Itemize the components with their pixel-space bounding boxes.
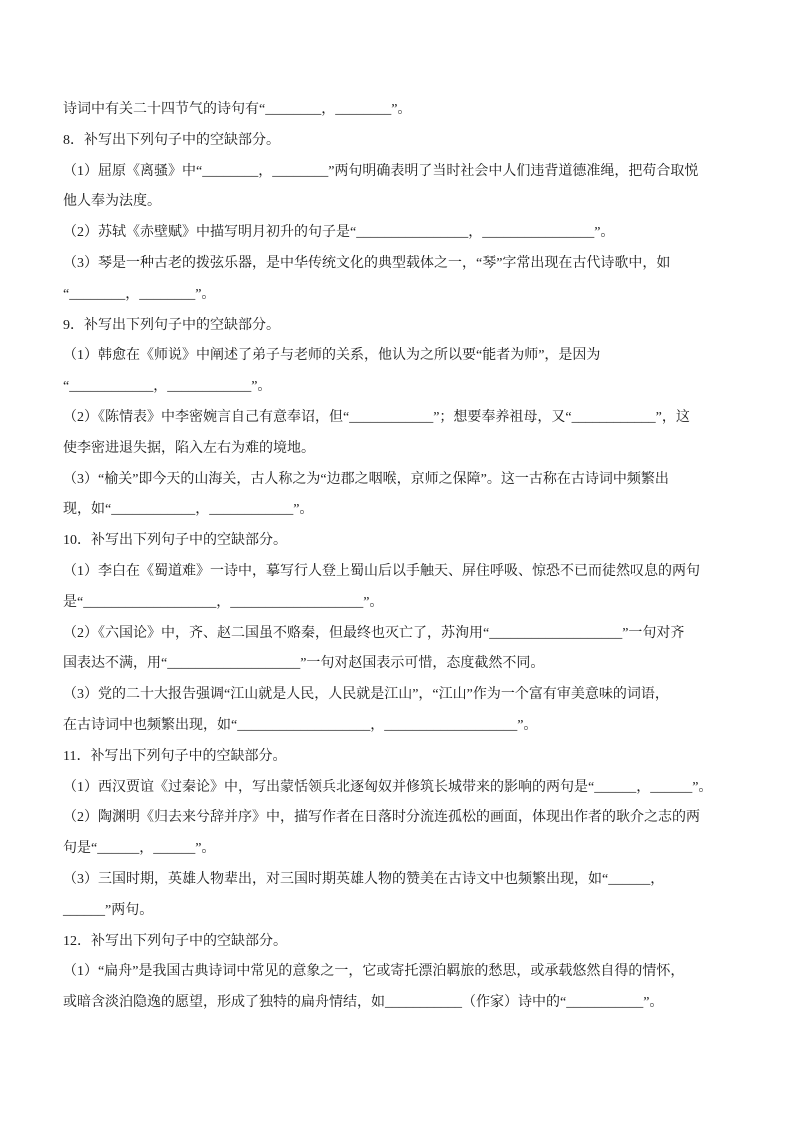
text-line: （2）苏轼《赤壁赋》中描写明月初升的句子是“________________，________________”。 bbox=[63, 225, 615, 241]
text-line: “____________，____________”。 bbox=[63, 379, 272, 395]
text-line: （2）《六国论》中，齐、赵二国虽不赂秦，但最终也灭亡了，苏洵用“___________________”一句对齐 bbox=[63, 625, 685, 641]
text-line: （3）琴是一种古老的拨弦乐器，是中华传统文化的典型载体之一，“琴”字常出现在古代诗歌中，如 bbox=[63, 255, 671, 271]
text-line: （3）党的二十大报告强调“江山就是人民，人民就是江山”，“江山”作为一个富有审美意味的词语， bbox=[63, 687, 669, 703]
question-heading: 11．补写出下列句子中的空缺部分。 bbox=[63, 748, 287, 764]
text-line: （2）《陈情表》中李密婉言自己有意奉诏，但“____________”；想要奉养祖母，又“____________”，这 bbox=[63, 409, 690, 425]
text-line: “________，________”。 bbox=[63, 286, 216, 302]
question-heading: 8．补写出下列句子中的空缺部分。 bbox=[63, 132, 280, 148]
question-heading: 9．补写出下列句子中的空缺部分。 bbox=[63, 317, 280, 333]
text-line: （1）李白在《蜀道难》一诗中，摹写行人登上蜀山后以手触天、屏住呼吸、惊恐不已而徒然叹息的两句 bbox=[63, 563, 700, 579]
text-line: （1）屈原《离骚》中“________，________”两句明确表明了当时社会中人们违背道德准绳，把苟合取悦 bbox=[63, 163, 699, 179]
text-line: 是“___________________，___________________”。 bbox=[63, 594, 384, 610]
text-line: 使李密进退失据，陷入左右为难的境地。 bbox=[63, 440, 315, 456]
text-line: （3）三国时期，英雄人物辈出，对三国时期英雄人物的赞美在古诗文中也频繁出现，如“______， bbox=[63, 871, 665, 887]
text-line: 诗词中有关二十四节气的诗句有“________，________”。 bbox=[63, 102, 412, 117]
text-line: 在古诗词中也频繁出现，如“___________________，___________________”。 bbox=[63, 717, 538, 733]
text-line: 现，如“____________，____________”。 bbox=[63, 502, 314, 518]
question-heading: 12．补写出下列句子中的空缺部分。 bbox=[63, 933, 287, 949]
text-line: 或暗含淡泊隐逸的愿望，形成了独特的扁舟情结，如___________（作家）诗中的“___________”。 bbox=[63, 995, 664, 1011]
text-line: 国表达不满，用“___________________”一句对赵国表示可惜，态度截然不同。 bbox=[63, 656, 545, 672]
text-line: 句是“______，______”。 bbox=[63, 841, 216, 857]
question-heading: 10．补写出下列句子中的空缺部分。 bbox=[63, 533, 287, 549]
text-line: （1）西汉贾谊《过秦论》中，写出蒙恬领兵北逐匈奴并修筑长城带来的影响的两句是“______，______”。 bbox=[63, 779, 713, 795]
text-line: （3）“榆关”即今天的山海关，古人称之为“边郡之咽喉，京师之保障”。这一古称在古诗词中频繁出 bbox=[63, 471, 669, 487]
text-line: （1）韩愈在《师说》中阐述了弟子与老师的关系，他认为之所以要“能者为师”，是因为 bbox=[63, 348, 601, 364]
text-line: （2）陶渊明《归去来兮辞并序》中，描写作者在日落时分流连孤松的画面，体现出作者的耿介之志的两 bbox=[63, 810, 700, 826]
document-page bbox=[63, 95, 753, 1019]
text-line: 他人奉为法度。 bbox=[63, 194, 161, 210]
text-line: （1）“扁舟”是我国古典诗词中常见的意象之一，它或寄托漂泊羁旅的愁思，或承载悠然自得的情怀， bbox=[63, 964, 685, 980]
text-line: ______”两句。 bbox=[63, 902, 154, 918]
